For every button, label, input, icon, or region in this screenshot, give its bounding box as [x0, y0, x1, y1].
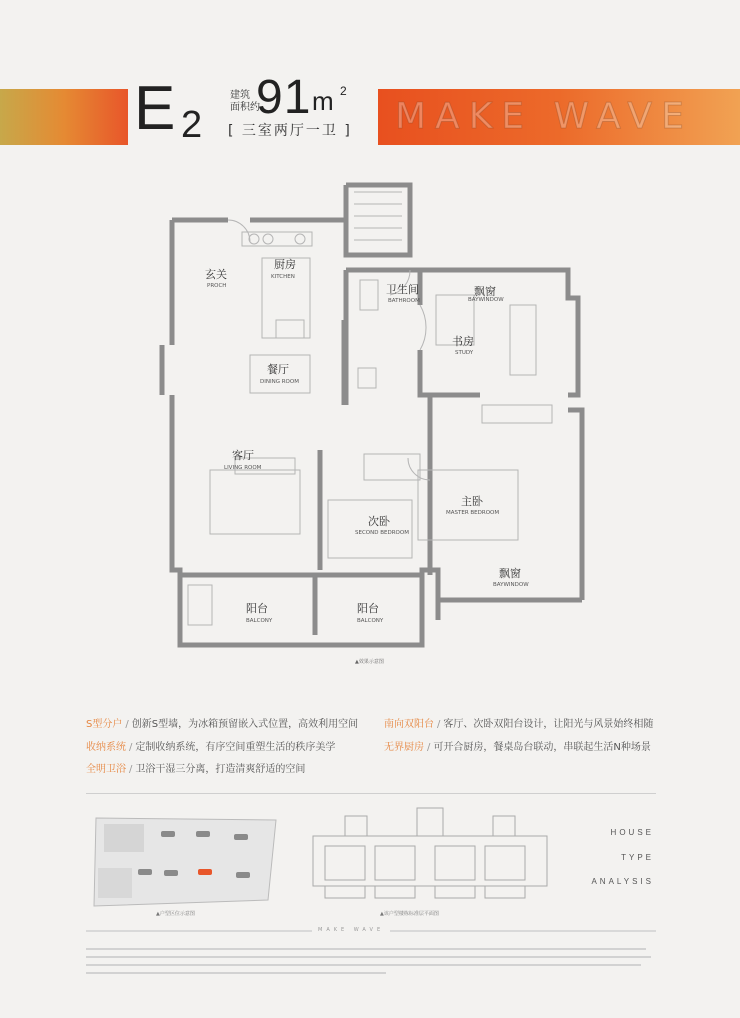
room-study-en: STUDY — [455, 350, 474, 356]
room-second-bedroom: 次卧 — [368, 515, 390, 528]
room-baywindow-top-en: BAYWINDOW — [468, 297, 504, 303]
analysis-word-3: ANALYSIS — [591, 877, 654, 886]
room-kitchen-en: KITCHEN — [271, 274, 295, 280]
unit-type-number: 2 — [181, 104, 203, 146]
room-entry-en: PROCH — [207, 283, 227, 289]
feature-text: 定制收纳系统，有序空间重塑生活的秩序美学 — [135, 742, 336, 753]
room-bathroom: 卫生间 — [386, 283, 419, 296]
layout-type: [ 三室两厅一卫 ] — [228, 123, 352, 139]
feature-key: S型分户 — [86, 719, 123, 730]
room-balcony-left: 阳台 — [246, 602, 268, 615]
section-divider — [86, 793, 656, 794]
feature-key: 全明卫浴 — [86, 764, 126, 775]
analysis-word-2: TYPE — [621, 853, 654, 862]
floor-plan-caption: ▲该户型楼栋标准层平面图 — [380, 911, 439, 917]
feature-separator: / — [129, 764, 133, 775]
feature-s-wall — [86, 715, 358, 730]
room-second-bedroom-en: SECOND BEDROOM — [355, 530, 409, 536]
brand-watermark: MAKE WAVE — [395, 96, 693, 137]
header-accent-bar-left — [0, 89, 128, 145]
feature-text: 客厅、次卧双阳台设计，让阳光与风景始终相随 — [443, 719, 654, 730]
highlight-building-marker — [198, 869, 212, 875]
analysis-word-1: HOUSE — [610, 828, 654, 837]
area-unit-superscript: 2 — [340, 84, 347, 98]
feature-storage — [86, 738, 335, 753]
feature-separator: / — [437, 719, 441, 730]
room-dining-en: DINING ROOM — [260, 379, 299, 385]
room-dining: 餐厅 — [267, 363, 289, 376]
room-balcony-right: 阳台 — [357, 602, 379, 615]
room-study: 书房 — [452, 335, 474, 348]
room-living-en: LIVING ROOM — [224, 465, 262, 471]
room-balcony-right-en: BALCONY — [357, 618, 384, 624]
area-unit: m — [312, 86, 334, 116]
site-map-caption: ▲户型区位示意图 — [156, 911, 195, 917]
area-label-line2: 面积约 — [230, 102, 260, 113]
feature-key: 南向双阳台 — [384, 719, 434, 730]
room-living: 客厅 — [232, 449, 254, 462]
feature-separator: / — [125, 719, 129, 730]
room-baywindow-top: 飘窗 — [474, 285, 496, 298]
feature-text: 可开合厨房，餐桌岛台联动，串联起生活N种场景 — [433, 742, 651, 753]
room-master-bedroom-en: MASTER BEDROOM — [446, 510, 500, 516]
room-entry: 玄关 — [205, 268, 227, 281]
feature-key: 收纳系统 — [86, 742, 126, 753]
feature-bathroom — [86, 760, 305, 775]
area-label-line1: 建筑 — [230, 90, 250, 101]
floor-plan — [150, 180, 590, 680]
room-baywindow-bottom: 飘窗 — [499, 567, 521, 580]
unit-type-letter: E — [134, 74, 176, 143]
feature-separator: / — [129, 742, 133, 753]
feature-text: 卫浴干湿三分离，打造清爽舒适的空间 — [135, 764, 306, 775]
footer-brand: MAKE WAVE — [312, 927, 390, 933]
plan-note: ▲效果示意图 — [355, 659, 384, 665]
room-baywindow-bottom-en: BAYWINDOW — [493, 582, 529, 588]
site-location-map — [86, 808, 286, 913]
room-bathroom-en: BATHROOM — [388, 298, 420, 304]
footer-fine-print — [86, 945, 656, 977]
feature-separator: / — [427, 742, 431, 753]
room-kitchen: 厨房 — [274, 258, 296, 271]
room-balcony-left-en: BALCONY — [246, 618, 273, 624]
area-value: 91 — [256, 71, 312, 124]
feature-open-kitchen — [384, 738, 651, 753]
feature-double-balcony — [384, 715, 653, 730]
feature-key: 无界厨房 — [384, 742, 424, 753]
building-floor-plan — [305, 806, 555, 906]
room-master-bedroom: 主卧 — [461, 495, 483, 508]
feature-text: 创新S型墙，为冰箱预留嵌入式位置，高效利用空间 — [131, 719, 359, 730]
